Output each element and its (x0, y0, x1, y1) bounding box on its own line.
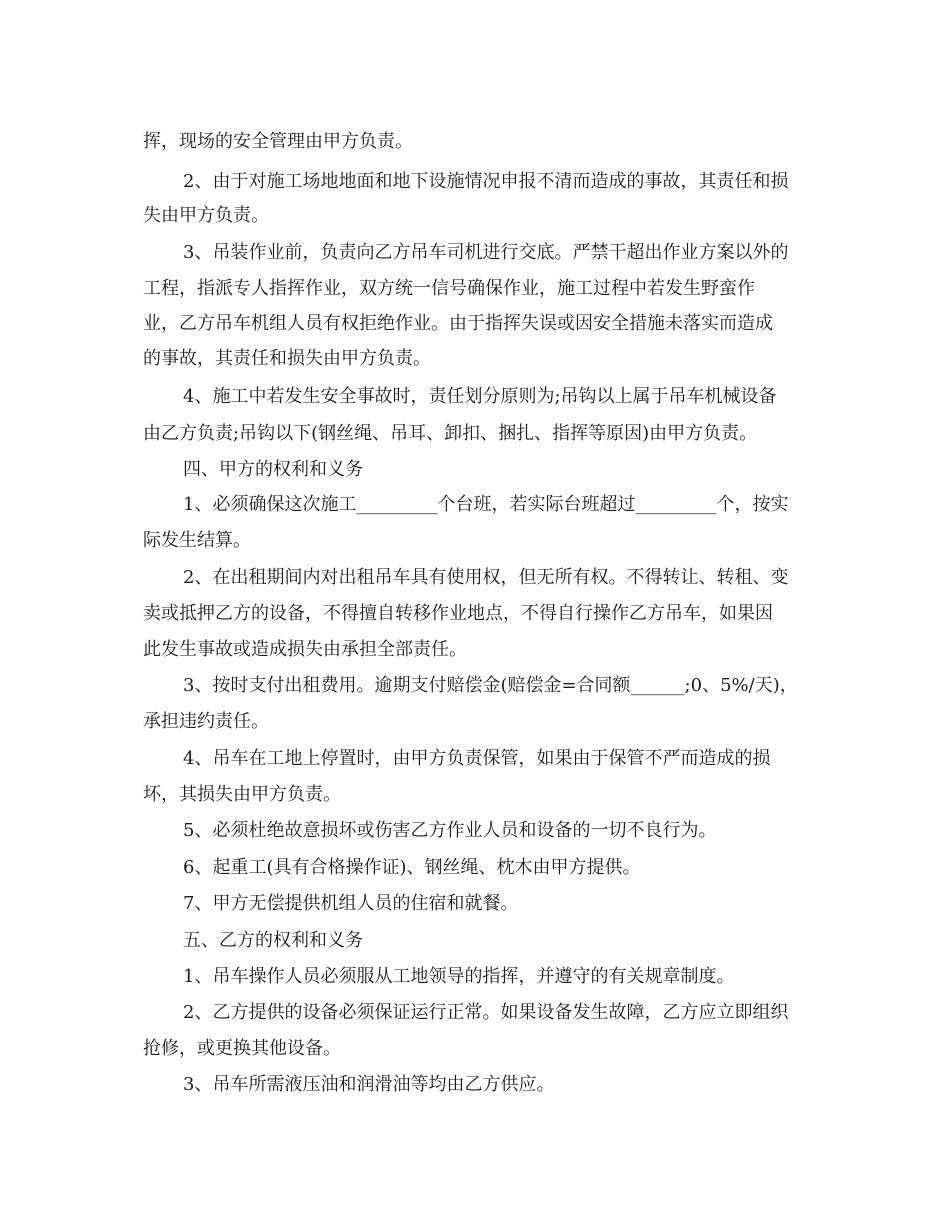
text-line: 卖或抵押乙方的设备，不得擅自转移作业地点，不得自行操作乙方吊车，如果因 (143, 603, 773, 624)
section-heading: 五、乙方的权利和义务 (183, 930, 363, 951)
text-line: 3、吊装作业前，负责向乙方吊车司机进行交底。严禁干超出作业方案以外的 (183, 242, 789, 263)
text-line: 失由甲方负责。 (143, 205, 269, 226)
text-line: 6、起重工(具有合格操作证)、钢丝绳、枕木由甲方提供。 (183, 857, 641, 878)
text-line: 4、吊车在工地上停置时，由甲方负责保管，如果由于保管不严而造成的损 (183, 748, 771, 769)
text-line: 2、乙方提供的设备必须保证运行正常。如果设备发生故障，乙方应立即组织 (183, 1002, 789, 1023)
text-line: 2、在出租期间内对出租吊车具有使用权，但无所有权。不得转让、转租、变 (183, 567, 789, 588)
text-line: 由乙方负责;吊钩以下(钢丝绳、吊耳、卸扣、捆扎、指挥等原因)由甲方负责。 (143, 423, 758, 444)
text-line: 际发生结算。 (143, 530, 251, 551)
text-line: 5、必须杜绝故意损坏或伤害乙方作业人员和设备的一切不良行为。 (183, 820, 717, 841)
text-line: 3、吊车所需液压油和润滑油等均由乙方供应。 (183, 1074, 555, 1095)
text-line: 承担违约责任。 (143, 711, 269, 732)
text-line: 4、施工中若发生安全事故时，责任划分原则为;吊钩以上属于吊车机械设备 (183, 386, 777, 407)
text-line: 挥，现场的安全管理由甲方负责。 (143, 131, 413, 152)
text-line: 1、吊车操作人员必须服从工地领导的指挥，并遵守的有关规章制度。 (183, 966, 735, 987)
text-line: 1、必须确保这次施工_________个台班，若实际台班超过_________个，按实 (183, 494, 789, 515)
text-line: 工程，指派专人指挥作业，双方统一信号确保作业，施工过程中若发生野蛮作 (143, 278, 755, 299)
text-line: 2、由于对施工场地地面和地下设施情况申报不清而造成的事故，其责任和损 (183, 171, 789, 192)
text-line: 坏，其损失由甲方负责。 (143, 784, 341, 805)
text-line: 的事故，其责任和损失由甲方负责。 (143, 348, 431, 369)
text-line: 7、甲方无偿提供机组人员的住宿和就餐。 (183, 893, 519, 914)
text-line: 业，乙方吊车机组人员有权拒绝作业。由于指挥失误或因安全措施未落实而造成 (143, 313, 773, 334)
text-line: 抢修，或更换其他设备。 (143, 1038, 341, 1059)
text-line: 此发生事故或造成损失由承担全部责任。 (143, 639, 467, 660)
section-heading: 四、甲方的权利和义务 (183, 459, 363, 480)
text-line: 3、按时支付出租费用。逾期支付赔偿金(赔偿金=合同额______;0、5%/天)， (183, 675, 798, 696)
